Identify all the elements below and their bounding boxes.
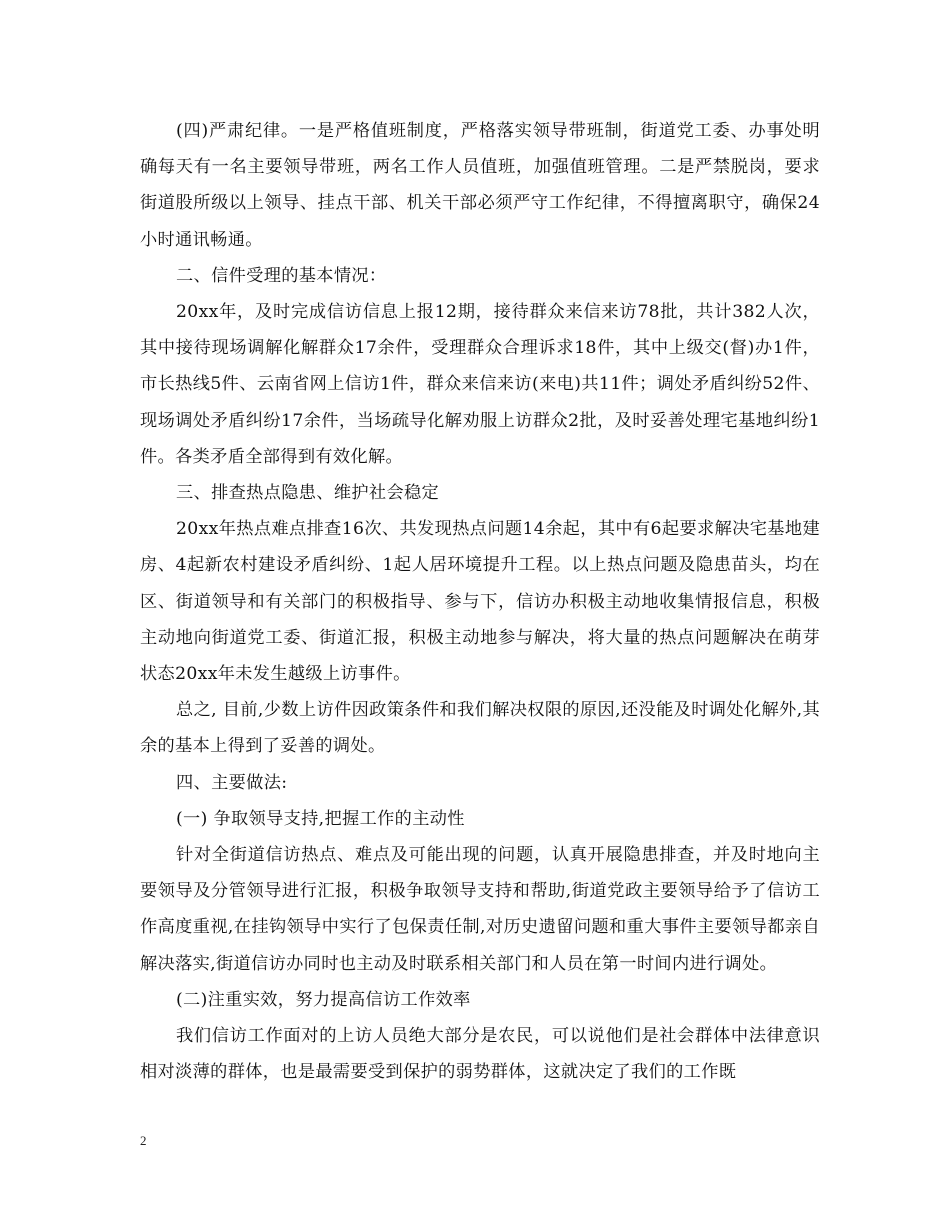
paragraph-letters-statistics: 20xx年，及时完成信访信息上报12期，接待群众来信来访78批，共计382人次，其中接待现场调解化解群众17余件，受理群众合理诉求18件，其中上级交(督)办1件，市长热线5件、云南省网上信访1件，群众来信来访(来电)共11件；调处矛盾纠纷52件、现场调处矛盾纠纷17余件，当场疏导化解劝服上访群众2批，及时妥善处理宅基地纠纷1件。各类矛盾全部得到有效化解。 bbox=[140, 302, 820, 467]
paragraph-discipline: (四)严肃纪律。一是严格值班制度，严格落实领导带班制，街道党工委、办事处明确每天有一名主要领导带班，两名工作人员值班，加强值班管理。二是严禁脱岗，要求街道股所级以上领导、挂点干部、机关干部必须严守工作纪律，不得擅离职守，确保24小时通讯畅通。 bbox=[140, 121, 820, 250]
paragraph-efficiency: 我们信访工作面对的上访人员绝大部分是农民，可以说他们是社会群体中法律意识相对淡薄的群体，也是最需要受到保护的弱势群体，这就决定了我们的工作既 bbox=[140, 1026, 820, 1083]
subheading-leadership-support: (一) 争取领导支持,把握工作的主动性 bbox=[176, 808, 465, 829]
paragraph-summary: 总之, 目前,少数上访件因政策条件和我们解决权限的原因,还没能及时调处化解外,其余的基本上得到了妥善的调处。 bbox=[140, 700, 820, 757]
document-body bbox=[140, 113, 820, 1090]
subheading-efficiency: (二)注重实效，努力提高信访工作效率 bbox=[176, 989, 471, 1010]
page-number: 2 bbox=[140, 1133, 147, 1148]
heading-main-practices: 四、主要做法: bbox=[176, 772, 288, 793]
paragraph-hotspot-statistics: 20xx年热点难点排查16次、共发现热点问题14余起，其中有6起要求解决宅基地建房、4起新农村建设矛盾纠纷、1起人居环境提升工程。以上热点问题及隐患苗头，均在区、街道领导和有关部门的积极指导、参与下，信访办积极主动地收集情报信息，积极主动地向街道党工委、街道汇报，积极主动地参与解决，将大量的热点问题解决在萌芽状态20xx年未发生越级上访事件。 bbox=[140, 519, 820, 685]
heading-letters-basic-situation: 二、信件受理的基本情况： bbox=[176, 265, 387, 286]
paragraph-leadership-support: 针对全街道信访热点、难点及可能出现的问题，认真开展隐患排查，并及时地向主要领导及分管领导进行汇报，积极争取领导支持和帮助,街道党政主要领导给予了信访工作高度重视,在挂钩领导中实行了包保责任制,对历史遗留问题和重大事件主要领导都亲自解决落实,街道信访办同时也主动及时联系相关部门和人员在第一时间内进行调处。 bbox=[140, 845, 820, 974]
heading-hotspot-investigation: 三、排查热点隐患、维护社会稳定 bbox=[176, 483, 440, 504]
